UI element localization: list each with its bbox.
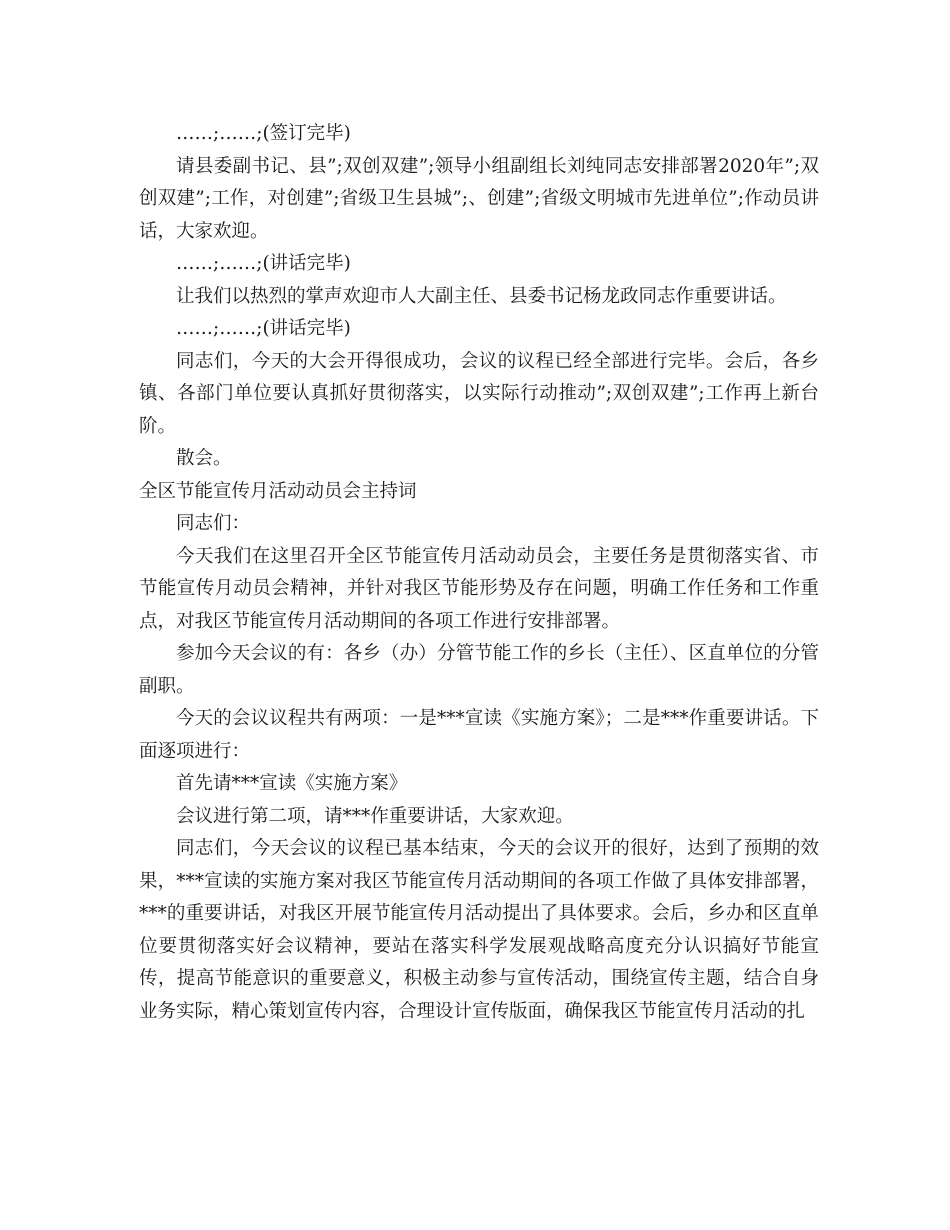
paragraph-agenda: 今天的会议议程共有两项：一是***宣读《实施方案》；二是***作重要讲话。下面逐项进行： (139, 708, 819, 762)
document-body (139, 118, 819, 1028)
paragraph-speech-done-2: ……;……;(讲话完毕) (176, 318, 351, 339)
paragraph-attendees: 参加今天会议的有：各乡（办）分管节能工作的乡长（主任）、区直单位的分管副职。 (139, 643, 819, 697)
paragraph-signing-done: ……;……;(签订完毕) (176, 123, 351, 144)
paragraph-agenda-item-1: 首先请***宣读《实施方案》 (176, 773, 408, 794)
paragraph-meeting-purpose: 今天我们在这里召开全区节能宣传月活动动员会，主要任务是贯彻落实省、市节能宣传月动员会精神，并针对我区节能形势及存在问题，明确工作任务和工作重点，对我区节能宣传月活动期间的各项工作进行安排部署。 (139, 545, 819, 632)
paragraph-summary: 同志们，今天会议的议程已基本结束，今天的会议开的很好，达到了预期的效果，***宣读的实施方案对我区节能宣传月活动期间的各项工作做了具体安排部署，***的重要讲话，对我区开展节能宣传月活动提出了具体要求。会后，乡办和区直单位要贯彻落实好会议精神，要站在落实科学发展观战略高度充分认识搞好节能宣传，提高节能意识的重要意义，积极主动参与宣传活动，围绕宣传主题，结合自身业务实际，精心策划宣传内容，合理设计宣传版面，确保我区节能宣传月活动的扎 (139, 838, 819, 1022)
paragraph-closing-remarks: 同志们，今天的大会开得很成功，会议的议程已经全部进行完毕。会后，各乡镇、各部门单位要认真抓好贯彻落实，以实际行动推动”;双创双建”;工作再上新台阶。 (139, 350, 819, 437)
paragraph-speech-done-1: ……;……;(讲话完毕) (176, 253, 351, 274)
section-heading: 全区节能宣传月活动动员会主持词 (139, 480, 417, 502)
paragraph-deputy-secretary-intro: 请县委副书记、县”;双创双建”;领导小组副组长刘纯同志安排部署2020年”;双创双建”;工作，对创建”;省级卫生县城”;、创建”;省级文明城市先进单位”;作动员讲话，大家欢迎。 (139, 155, 819, 242)
paragraph-adjourn: 散会。 (176, 448, 232, 469)
paragraph-greeting: 同志们： (176, 513, 251, 534)
paragraph-secretary-intro: 让我们以热烈的掌声欢迎市人大副主任、县委书记杨龙政同志作重要讲话。 (176, 285, 787, 307)
paragraph-agenda-item-2: 会议进行第二项，请***作重要讲话，大家欢迎。 (176, 805, 574, 827)
